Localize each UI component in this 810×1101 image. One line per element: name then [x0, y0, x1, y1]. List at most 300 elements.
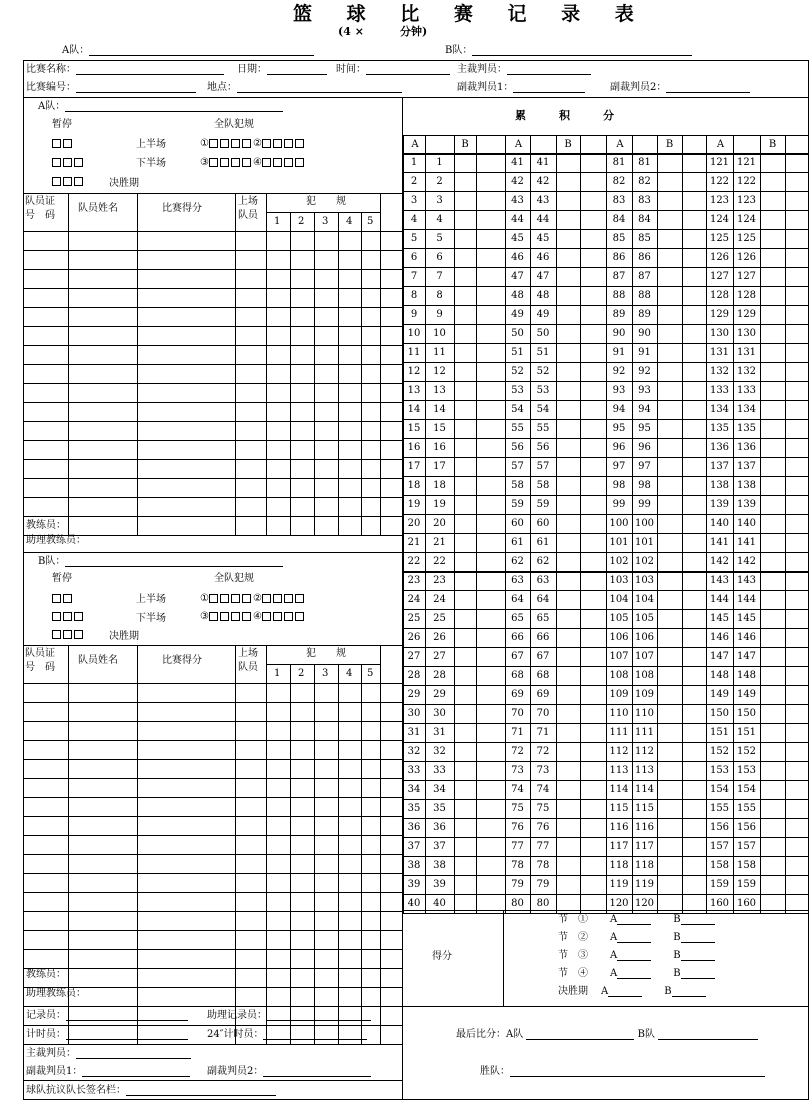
- rs-b-20[interactable]: 20: [433, 518, 446, 529]
- rs-a-106[interactable]: 106: [609, 632, 629, 643]
- rs-b-85[interactable]: 85: [638, 233, 651, 244]
- rs-b-95[interactable]: 95: [638, 423, 651, 434]
- rs-a-63[interactable]: 63: [511, 575, 524, 586]
- rs-a-30[interactable]: 30: [407, 708, 421, 719]
- rs-a-120[interactable]: 120: [609, 898, 629, 909]
- team-b-row[interactable]: [24, 893, 402, 911]
- team-a-row[interactable]: [24, 289, 402, 307]
- rs-a-4[interactable]: 4: [410, 214, 418, 225]
- rs-b-99[interactable]: 99: [638, 499, 651, 510]
- rs-b-146[interactable]: 146: [736, 632, 757, 643]
- rs-a-69[interactable]: 69: [511, 689, 524, 700]
- rs-b-120[interactable]: 120: [634, 898, 655, 909]
- rs-a-156[interactable]: 156: [709, 822, 730, 833]
- team-b-fouls-q3-q4[interactable]: ③ ④: [200, 612, 306, 622]
- rs-b-56[interactable]: 56: [536, 442, 550, 453]
- rs-b-44[interactable]: 44: [536, 214, 550, 225]
- rs-b-88[interactable]: 88: [638, 290, 651, 301]
- rs-b-25[interactable]: 25: [433, 613, 446, 624]
- rs-b-53[interactable]: 53: [536, 385, 550, 396]
- rs-a-117[interactable]: 117: [609, 841, 629, 852]
- rs-a-141[interactable]: 141: [709, 537, 730, 548]
- rs-b-47[interactable]: 47: [536, 271, 550, 282]
- rs-b-159[interactable]: 159: [736, 879, 757, 890]
- rs-b-4[interactable]: 4: [436, 214, 443, 225]
- rs-a-23[interactable]: 23: [407, 575, 421, 586]
- rs-b-38[interactable]: 38: [433, 860, 446, 871]
- rs-a-140[interactable]: 140: [709, 518, 730, 529]
- rs-b-112[interactable]: 112: [634, 746, 655, 757]
- rs-a-52[interactable]: 52: [511, 366, 524, 377]
- rs-b-65[interactable]: 65: [536, 613, 550, 624]
- rs-b-50[interactable]: 50: [536, 328, 550, 339]
- rs-a-41[interactable]: 41: [511, 157, 524, 168]
- rs-b-82[interactable]: 82: [638, 176, 651, 187]
- rs-b-42[interactable]: 42: [536, 176, 550, 187]
- rs-a-15[interactable]: 15: [407, 423, 421, 434]
- rs-a-53[interactable]: 53: [511, 385, 524, 396]
- rs-a-45[interactable]: 45: [511, 233, 524, 244]
- rs-a-35[interactable]: 35: [407, 803, 421, 814]
- rs-a-160[interactable]: 160: [709, 898, 730, 909]
- team-b-row[interactable]: [24, 874, 402, 892]
- period-b-line[interactable]: [681, 950, 715, 961]
- team-a-row[interactable]: [24, 327, 402, 345]
- rs-a-94[interactable]: 94: [612, 404, 626, 415]
- rs-b-125[interactable]: 125: [736, 233, 757, 244]
- rs-a-40[interactable]: 40: [407, 898, 421, 909]
- rs-b-5[interactable]: 5: [436, 233, 443, 244]
- rs-b-8[interactable]: 8: [436, 290, 443, 301]
- rs-a-13[interactable]: 13: [407, 385, 421, 396]
- rs-a-46[interactable]: 46: [511, 252, 524, 263]
- rs-b-108[interactable]: 108: [634, 670, 655, 681]
- rs-a-151[interactable]: 151: [709, 727, 730, 738]
- period-a-line[interactable]: [617, 950, 651, 961]
- rs-b-61[interactable]: 61: [536, 537, 550, 548]
- team-b-row[interactable]: [24, 760, 402, 778]
- period-b-line[interactable]: [681, 968, 715, 979]
- top-team-a-line[interactable]: [89, 45, 314, 56]
- team-a-timeout-boxes-1[interactable]: [52, 139, 74, 149]
- rs-b-31[interactable]: 31: [433, 727, 446, 738]
- rs-a-71[interactable]: 71: [511, 727, 524, 738]
- rs-a-84[interactable]: 84: [612, 214, 626, 225]
- rs-b-6[interactable]: 6: [436, 252, 443, 263]
- rs-a-7[interactable]: 7: [410, 271, 418, 282]
- rs-a-8[interactable]: 8: [410, 290, 418, 301]
- rs-a-105[interactable]: 105: [609, 613, 629, 624]
- rs-a-122[interactable]: 122: [709, 176, 730, 187]
- rs-a-48[interactable]: 48: [511, 290, 524, 301]
- rs-b-115[interactable]: 115: [634, 803, 655, 814]
- rs-b-62[interactable]: 62: [536, 556, 550, 567]
- team-a-row[interactable]: [24, 270, 402, 288]
- rs-b-27[interactable]: 27: [433, 651, 446, 662]
- rs-b-10[interactable]: 10: [433, 328, 446, 339]
- rs-a-70[interactable]: 70: [511, 708, 524, 719]
- rs-b-155[interactable]: 155: [736, 803, 757, 814]
- team-a-fouls-q3-q4[interactable]: ③ ④: [200, 158, 306, 168]
- rs-b-153[interactable]: 153: [736, 765, 757, 776]
- rs-b-91[interactable]: 91: [638, 347, 651, 358]
- rs-a-103[interactable]: 103: [609, 575, 629, 586]
- rs-b-136[interactable]: 136: [736, 442, 757, 453]
- rs-a-115[interactable]: 115: [609, 803, 629, 814]
- period-a-line[interactable]: [617, 968, 651, 979]
- rs-a-5[interactable]: 5: [410, 233, 418, 244]
- rs-a-83[interactable]: 83: [612, 195, 626, 206]
- rs-a-10[interactable]: 10: [407, 328, 421, 339]
- rs-a-89[interactable]: 89: [612, 309, 626, 320]
- rs-a-19[interactable]: 19: [407, 499, 421, 510]
- rs-b-116[interactable]: 116: [634, 822, 655, 833]
- rs-b-14[interactable]: 14: [433, 404, 446, 415]
- rs-b-2[interactable]: 2: [436, 176, 443, 187]
- rs-a-17[interactable]: 17: [407, 461, 421, 472]
- rs-a-44[interactable]: 44: [511, 214, 524, 225]
- rs-a-55[interactable]: 55: [511, 423, 524, 434]
- team-b-timeout-boxes-ot[interactable]: [52, 630, 85, 640]
- rs-b-83[interactable]: 83: [638, 195, 651, 206]
- team-a-row[interactable]: [24, 498, 402, 516]
- rs-a-124[interactable]: 124: [709, 214, 730, 225]
- rs-a-31[interactable]: 31: [407, 727, 421, 738]
- rs-b-69[interactable]: 69: [536, 689, 550, 700]
- rs-a-67[interactable]: 67: [511, 651, 524, 662]
- rs-a-14[interactable]: 14: [407, 404, 421, 415]
- rs-b-89[interactable]: 89: [638, 309, 651, 320]
- rs-b-97[interactable]: 97: [638, 461, 651, 472]
- rs-b-158[interactable]: 158: [736, 860, 757, 871]
- rs-b-106[interactable]: 106: [634, 632, 655, 643]
- rs-a-130[interactable]: 130: [709, 328, 730, 339]
- rs-b-12[interactable]: 12: [433, 366, 446, 377]
- rs-a-57[interactable]: 57: [511, 461, 524, 472]
- period-b-line[interactable]: [681, 932, 715, 943]
- rs-b-141[interactable]: 141: [736, 537, 757, 548]
- rs-b-19[interactable]: 19: [433, 499, 446, 510]
- rs-a-74[interactable]: 74: [511, 784, 524, 795]
- rs-b-66[interactable]: 66: [536, 632, 550, 643]
- team-b-row[interactable]: [24, 684, 402, 702]
- rs-b-63[interactable]: 63: [536, 575, 550, 586]
- rs-a-75[interactable]: 75: [511, 803, 524, 814]
- rs-b-104[interactable]: 104: [634, 594, 655, 605]
- rs-a-133[interactable]: 133: [709, 385, 730, 396]
- rs-a-88[interactable]: 88: [612, 290, 626, 301]
- rs-b-51[interactable]: 51: [536, 347, 550, 358]
- rs-a-73[interactable]: 73: [511, 765, 524, 776]
- rs-b-58[interactable]: 58: [536, 480, 550, 491]
- rs-b-22[interactable]: 22: [433, 556, 446, 567]
- rs-a-121[interactable]: 121: [709, 157, 730, 168]
- rs-b-145[interactable]: 145: [736, 613, 757, 624]
- rs-b-154[interactable]: 154: [736, 784, 757, 795]
- rs-a-16[interactable]: 16: [407, 442, 421, 453]
- rs-a-147[interactable]: 147: [709, 651, 730, 662]
- rs-b-152[interactable]: 152: [736, 746, 757, 757]
- team-a-row[interactable]: [24, 384, 402, 402]
- rs-b-81[interactable]: 81: [638, 157, 651, 168]
- rs-a-3[interactable]: 3: [410, 195, 418, 206]
- rs-b-57[interactable]: 57: [536, 461, 550, 472]
- rs-b-70[interactable]: 70: [536, 708, 550, 719]
- rs-a-26[interactable]: 26: [407, 632, 421, 643]
- rs-a-153[interactable]: 153: [709, 765, 730, 776]
- rs-a-145[interactable]: 145: [709, 613, 730, 624]
- rs-a-142[interactable]: 142: [709, 556, 730, 567]
- rs-b-79[interactable]: 79: [536, 879, 550, 890]
- rs-a-157[interactable]: 157: [709, 841, 730, 852]
- rs-a-62[interactable]: 62: [511, 556, 524, 567]
- rs-a-33[interactable]: 33: [407, 765, 421, 776]
- rs-a-102[interactable]: 102: [609, 556, 629, 567]
- rs-b-127[interactable]: 127: [736, 271, 757, 282]
- rs-b-137[interactable]: 137: [736, 461, 757, 472]
- rs-b-68[interactable]: 68: [536, 670, 550, 681]
- rs-a-137[interactable]: 137: [709, 461, 730, 472]
- rs-a-101[interactable]: 101: [609, 537, 629, 548]
- rs-b-101[interactable]: 101: [634, 537, 655, 548]
- rs-b-80[interactable]: 80: [536, 898, 550, 909]
- rs-b-93[interactable]: 93: [638, 385, 651, 396]
- rs-b-96[interactable]: 96: [638, 442, 651, 453]
- rs-b-33[interactable]: 33: [433, 765, 446, 776]
- rs-a-138[interactable]: 138: [709, 480, 730, 491]
- rs-a-149[interactable]: 149: [709, 689, 730, 700]
- team-b-row[interactable]: [24, 912, 402, 930]
- rs-b-107[interactable]: 107: [634, 651, 655, 662]
- team-b-row[interactable]: [24, 703, 402, 721]
- rs-a-93[interactable]: 93: [612, 385, 626, 396]
- rs-b-114[interactable]: 114: [634, 784, 655, 795]
- team-b-timeout-boxes-1[interactable]: [52, 594, 74, 604]
- rs-b-77[interactable]: 77: [536, 841, 550, 852]
- rs-a-42[interactable]: 42: [511, 176, 524, 187]
- rs-b-36[interactable]: 36: [433, 822, 446, 833]
- rs-b-71[interactable]: 71: [536, 727, 550, 738]
- rs-b-134[interactable]: 134: [736, 404, 757, 415]
- rs-b-126[interactable]: 126: [736, 252, 757, 263]
- rs-a-113[interactable]: 113: [609, 765, 629, 776]
- rs-b-119[interactable]: 119: [634, 879, 655, 890]
- rs-b-113[interactable]: 113: [634, 765, 655, 776]
- rs-b-29[interactable]: 29: [433, 689, 446, 700]
- rs-b-144[interactable]: 144: [736, 594, 757, 605]
- team-a-timeout-boxes-2[interactable]: [52, 158, 85, 168]
- rs-a-108[interactable]: 108: [609, 670, 629, 681]
- team-a-timeout-boxes-ot[interactable]: [52, 177, 85, 187]
- rs-b-52[interactable]: 52: [536, 366, 550, 377]
- team-a-row[interactable]: [24, 479, 402, 497]
- rs-b-128[interactable]: 128: [736, 290, 757, 301]
- rs-a-127[interactable]: 127: [709, 271, 730, 282]
- rs-a-95[interactable]: 95: [612, 423, 626, 434]
- rs-a-111[interactable]: 111: [609, 727, 629, 738]
- rs-a-66[interactable]: 66: [511, 632, 524, 643]
- rs-b-49[interactable]: 49: [536, 309, 550, 320]
- rs-a-50[interactable]: 50: [511, 328, 524, 339]
- team-a-fouls-q1-q2[interactable]: ① ②: [200, 139, 306, 149]
- rs-a-126[interactable]: 126: [709, 252, 730, 263]
- rs-a-6[interactable]: 6: [410, 252, 418, 263]
- rs-b-147[interactable]: 147: [736, 651, 757, 662]
- rs-b-124[interactable]: 124: [736, 214, 757, 225]
- rs-a-79[interactable]: 79: [511, 879, 524, 890]
- rs-a-154[interactable]: 154: [709, 784, 730, 795]
- rs-a-128[interactable]: 128: [709, 290, 730, 301]
- rs-a-68[interactable]: 68: [511, 670, 524, 681]
- rs-b-129[interactable]: 129: [736, 309, 757, 320]
- rs-a-158[interactable]: 158: [709, 860, 730, 871]
- rs-a-43[interactable]: 43: [511, 195, 524, 206]
- rs-b-105[interactable]: 105: [634, 613, 655, 624]
- rs-b-78[interactable]: 78: [536, 860, 550, 871]
- rs-a-90[interactable]: 90: [612, 328, 626, 339]
- rs-a-27[interactable]: 27: [407, 651, 421, 662]
- rs-a-9[interactable]: 9: [410, 309, 418, 320]
- team-b-row[interactable]: [24, 741, 402, 759]
- rs-b-94[interactable]: 94: [638, 404, 651, 415]
- rs-a-85[interactable]: 85: [612, 233, 626, 244]
- rs-a-60[interactable]: 60: [511, 518, 524, 529]
- rs-a-92[interactable]: 92: [612, 366, 626, 377]
- team-a-row[interactable]: [24, 251, 402, 269]
- period-b-line[interactable]: [681, 914, 715, 925]
- rs-a-37[interactable]: 37: [407, 841, 421, 852]
- rs-b-156[interactable]: 156: [736, 822, 757, 833]
- rs-b-60[interactable]: 60: [536, 518, 550, 529]
- rs-b-150[interactable]: 150: [736, 708, 757, 719]
- rs-a-38[interactable]: 38: [407, 860, 421, 871]
- period-a-line[interactable]: [617, 914, 651, 925]
- rs-b-75[interactable]: 75: [536, 803, 550, 814]
- rs-b-46[interactable]: 46: [536, 252, 550, 263]
- rs-b-43[interactable]: 43: [536, 195, 550, 206]
- rs-a-34[interactable]: 34: [407, 784, 421, 795]
- team-b-fouls-q1-q2[interactable]: ① ②: [200, 594, 306, 604]
- rs-b-11[interactable]: 11: [433, 347, 446, 358]
- rs-b-1[interactable]: 1: [436, 157, 443, 168]
- team-a-row[interactable]: [24, 346, 402, 364]
- rs-a-125[interactable]: 125: [709, 233, 730, 244]
- rs-b-100[interactable]: 100: [634, 518, 655, 529]
- rs-a-65[interactable]: 65: [511, 613, 524, 624]
- team-b-row[interactable]: [24, 855, 402, 873]
- team-a-row[interactable]: [24, 403, 402, 421]
- rs-a-87[interactable]: 87: [612, 271, 626, 282]
- rs-b-138[interactable]: 138: [736, 480, 757, 491]
- rs-a-25[interactable]: 25: [407, 613, 421, 624]
- rs-a-132[interactable]: 132: [709, 366, 730, 377]
- rs-b-76[interactable]: 76: [536, 822, 550, 833]
- rs-a-18[interactable]: 18: [407, 480, 421, 491]
- rs-a-131[interactable]: 131: [709, 347, 730, 358]
- rs-b-122[interactable]: 122: [736, 176, 757, 187]
- team-a-row[interactable]: [24, 308, 402, 326]
- rs-a-134[interactable]: 134: [709, 404, 730, 415]
- rs-a-99[interactable]: 99: [612, 499, 626, 510]
- rs-a-96[interactable]: 96: [612, 442, 626, 453]
- rs-a-91[interactable]: 91: [612, 347, 626, 358]
- rs-b-130[interactable]: 130: [736, 328, 757, 339]
- rs-b-17[interactable]: 17: [433, 461, 446, 472]
- rs-b-142[interactable]: 142: [736, 556, 757, 567]
- rs-a-20[interactable]: 20: [407, 518, 421, 529]
- rs-b-73[interactable]: 73: [536, 765, 550, 776]
- rs-b-41[interactable]: 41: [536, 157, 550, 168]
- rs-a-116[interactable]: 116: [609, 822, 629, 833]
- rs-a-59[interactable]: 59: [511, 499, 524, 510]
- rs-a-11[interactable]: 11: [407, 347, 421, 358]
- rs-b-143[interactable]: 143: [736, 575, 757, 586]
- rs-b-132[interactable]: 132: [736, 366, 757, 377]
- rs-b-140[interactable]: 140: [736, 518, 757, 529]
- team-a-row[interactable]: [24, 232, 402, 250]
- rs-b-59[interactable]: 59: [536, 499, 550, 510]
- rs-a-136[interactable]: 136: [709, 442, 730, 453]
- rs-b-21[interactable]: 21: [433, 537, 446, 548]
- rs-b-151[interactable]: 151: [736, 727, 757, 738]
- rs-a-77[interactable]: 77: [511, 841, 524, 852]
- rs-b-54[interactable]: 54: [536, 404, 550, 415]
- rs-b-111[interactable]: 111: [634, 727, 655, 738]
- rs-b-28[interactable]: 28: [433, 670, 446, 681]
- rs-a-64[interactable]: 64: [511, 594, 524, 605]
- rs-b-123[interactable]: 123: [736, 195, 757, 206]
- rs-a-61[interactable]: 61: [511, 537, 524, 548]
- rs-b-139[interactable]: 139: [736, 499, 757, 510]
- team-a-row[interactable]: [24, 422, 402, 440]
- rs-b-117[interactable]: 117: [634, 841, 655, 852]
- rs-a-159[interactable]: 159: [709, 879, 730, 890]
- rs-b-148[interactable]: 148: [736, 670, 757, 681]
- rs-a-118[interactable]: 118: [609, 860, 629, 871]
- rs-a-28[interactable]: 28: [407, 670, 421, 681]
- rs-a-58[interactable]: 58: [511, 480, 524, 491]
- rs-b-34[interactable]: 34: [433, 784, 446, 795]
- team-a-row[interactable]: [24, 460, 402, 478]
- rs-b-87[interactable]: 87: [638, 271, 651, 282]
- rs-b-45[interactable]: 45: [536, 233, 550, 244]
- team-a-row[interactable]: [24, 517, 402, 535]
- rs-a-86[interactable]: 86: [612, 252, 626, 263]
- rs-b-118[interactable]: 118: [634, 860, 655, 871]
- rs-b-37[interactable]: 37: [433, 841, 446, 852]
- rs-a-119[interactable]: 119: [609, 879, 629, 890]
- rs-b-9[interactable]: 9: [436, 309, 443, 320]
- team-b-row[interactable]: [24, 950, 402, 968]
- rs-a-36[interactable]: 36: [407, 822, 421, 833]
- rs-a-107[interactable]: 107: [609, 651, 629, 662]
- rs-b-18[interactable]: 18: [433, 480, 446, 491]
- rs-a-146[interactable]: 146: [709, 632, 730, 643]
- rs-a-56[interactable]: 56: [511, 442, 524, 453]
- rs-a-29[interactable]: 29: [407, 689, 421, 700]
- rs-a-12[interactable]: 12: [407, 366, 421, 377]
- rs-a-155[interactable]: 155: [709, 803, 730, 814]
- rs-a-98[interactable]: 98: [612, 480, 626, 491]
- rs-a-135[interactable]: 135: [709, 423, 730, 434]
- rs-a-2[interactable]: 2: [410, 176, 418, 187]
- rs-b-110[interactable]: 110: [634, 708, 655, 719]
- rs-a-144[interactable]: 144: [709, 594, 730, 605]
- rs-b-131[interactable]: 131: [736, 347, 757, 358]
- rs-b-160[interactable]: 160: [736, 898, 757, 909]
- rs-b-149[interactable]: 149: [736, 689, 757, 700]
- period-a-line[interactable]: [608, 986, 642, 997]
